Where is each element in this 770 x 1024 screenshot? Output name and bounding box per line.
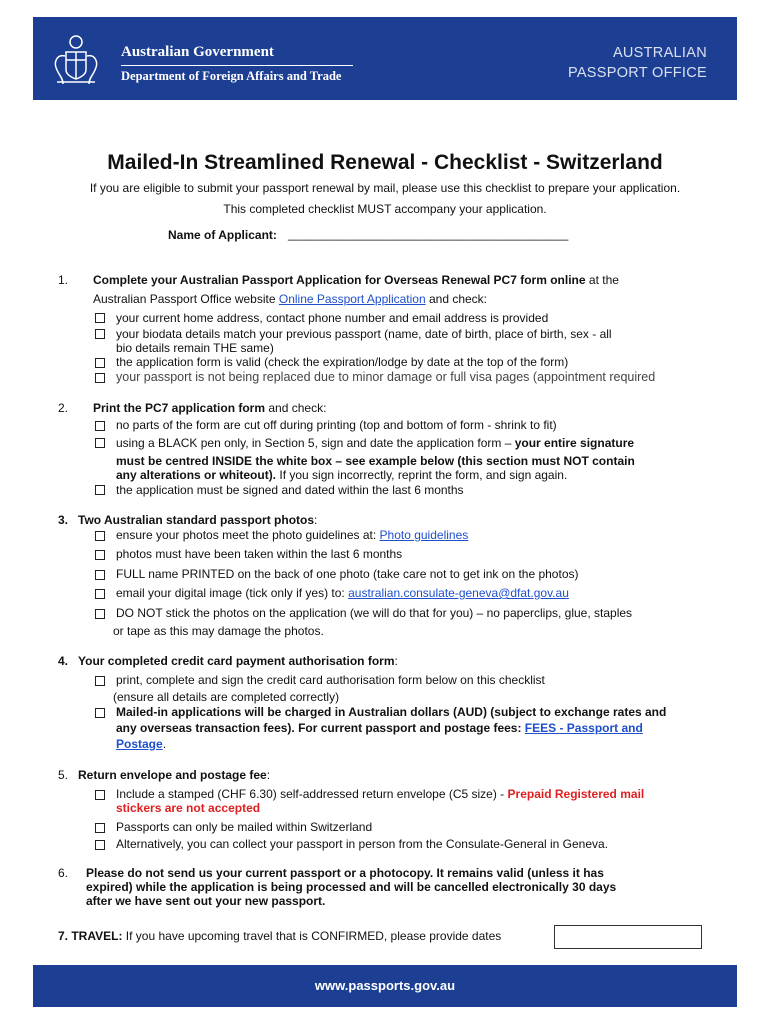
section-3-heading: Two Australian standard passport photos: bbox=[78, 513, 318, 527]
checklist-item: DO NOT stick the photos on the application (we will do that for you) – no paperclips, glue, staples bbox=[116, 606, 633, 620]
section-6-text: Please do not send us your current passport or a photocopy. It remains valid (unless it has bbox=[86, 866, 604, 880]
checklist-item: photos must have been taken within the last 6 months bbox=[116, 547, 403, 561]
checklist-item-continued: stickers are not accepted bbox=[116, 801, 261, 815]
section-number: 3. bbox=[58, 513, 69, 527]
section-2-heading: Print the PC7 application form and check: bbox=[93, 401, 327, 415]
office-title-line1: AUSTRALIAN bbox=[612, 45, 707, 61]
section-number: 1. bbox=[58, 273, 69, 287]
consulate-email-link[interactable]: australian.consulate-geneva@dfat.gov.au bbox=[348, 586, 569, 600]
checklist-item: your passport is not being replaced due to minor damage or full visa pages (appointment required bbox=[116, 370, 656, 384]
checkbox[interactable] bbox=[95, 790, 105, 800]
checklist-item: print, complete and sign the credit card authorisation form below on this checklist bbox=[116, 673, 545, 687]
section-5-heading: Return envelope and postage fee: bbox=[78, 768, 271, 782]
checklist-item-continued: (ensure all details are completed correctly) bbox=[113, 690, 340, 704]
checkbox[interactable] bbox=[95, 840, 105, 850]
checklist-item-continued: bio details remain THE same) bbox=[116, 341, 274, 355]
section-1-subheading: Australian Passport Office website Online Passport Application and check: bbox=[93, 292, 488, 306]
checkbox[interactable] bbox=[95, 358, 105, 368]
checkbox[interactable] bbox=[95, 823, 105, 833]
checkbox[interactable] bbox=[95, 570, 105, 580]
applicant-label: Name of Applicant: bbox=[168, 228, 277, 242]
checklist-item: the application form is valid (check the expiration/lodge by date at the top of the form) bbox=[116, 355, 569, 369]
checklist-item: ensure your photos meet the photo guidelines at: Photo guidelines bbox=[116, 528, 469, 542]
gov-divider bbox=[121, 65, 353, 66]
checkbox[interactable] bbox=[95, 329, 105, 339]
section-number: 5. bbox=[58, 768, 69, 782]
section-1-heading: Complete your Australian Passport Application for Overseas Renewal PC7 form online at the bbox=[93, 273, 619, 287]
checklist-item: your current home address, contact phone number and email address is provided bbox=[116, 311, 549, 325]
checkbox[interactable] bbox=[95, 438, 105, 448]
checklist-item: no parts of the form are cut off during printing (top and bottom of form - shrink to fit) bbox=[116, 418, 557, 432]
checklist-item: the application must be signed and dated within the last 6 months bbox=[116, 483, 464, 497]
checklist-item: using a BLACK pen only, in Section 5, sign and date the application form – your entire signature bbox=[116, 436, 635, 450]
checklist-item-continued: any overseas transaction fees). For current passport and postage fees: FEES - Passport and bbox=[116, 721, 643, 735]
checklist-item: Alternatively, you can collect your passport in person from the Consulate-General in Geneva. bbox=[116, 837, 609, 851]
fees-link[interactable]: FEES - Passport and bbox=[524, 721, 643, 735]
checklist-item: email your digital image (tick only if yes) to: australian.consulate-geneva@dfat.gov.au bbox=[116, 586, 569, 600]
checkbox[interactable] bbox=[95, 609, 105, 619]
department-name: Department of Foreign Affairs and Trade bbox=[121, 69, 342, 83]
section-number: 2. bbox=[58, 401, 69, 415]
checkbox[interactable] bbox=[95, 531, 105, 541]
online-application-link[interactable]: Online Passport Application bbox=[278, 292, 426, 306]
section-number: 4. bbox=[58, 654, 69, 668]
intro-text-1: If you are eligible to submit your passport renewal by mail, please use this checklist to prepare your application. bbox=[89, 181, 681, 195]
footer-banner bbox=[33, 965, 737, 1007]
section-6-text: after we have sent out your new passport. bbox=[86, 894, 326, 908]
checkbox[interactable] bbox=[95, 708, 105, 718]
checklist-item: Include a stamped (CHF 6.30) self-addressed return envelope (C5 size) - Prepaid Registered mail bbox=[116, 787, 645, 801]
checkbox[interactable] bbox=[95, 373, 105, 383]
checklist-item-continued: Postage. bbox=[116, 737, 167, 751]
section-6-text: expired) while the application is being processed and will be cancelled electronically 30 days bbox=[86, 880, 617, 894]
checklist-item: your biodata details match your previous passport (name, date of birth, place of birth, sex - all bbox=[116, 327, 612, 341]
travel-dates-input[interactable] bbox=[554, 925, 702, 949]
section-7-text: 7. TRAVEL: If you have upcoming travel that is CONFIRMED, please provide dates bbox=[58, 929, 502, 943]
page-title: Mailed-In Streamlined Renewal - Checklist - Switzerland bbox=[107, 151, 663, 174]
checklist-item-continued: any alterations or whiteout). If you sign incorrectly, reprint the form, and sign again. bbox=[116, 468, 568, 482]
section-4-heading: Your completed credit card payment authorisation form: bbox=[78, 654, 398, 668]
section-number: 6. bbox=[58, 866, 69, 880]
checkbox[interactable] bbox=[95, 676, 105, 686]
checkbox[interactable] bbox=[95, 421, 105, 431]
checklist-item: FULL name PRINTED on the back of one photo (take care not to get ink on the photos) bbox=[116, 567, 579, 581]
gov-title: Australian Government bbox=[121, 44, 274, 60]
checkbox[interactable] bbox=[95, 589, 105, 599]
intro-text-2: This completed checklist MUST accompany your application. bbox=[223, 202, 547, 216]
footer-website: www.passports.gov.au bbox=[314, 978, 456, 993]
checklist-item-continued: or tape as this may damage the photos. bbox=[113, 624, 324, 638]
checkbox[interactable] bbox=[95, 485, 105, 495]
header-banner bbox=[33, 17, 737, 100]
office-title-line2: PASSPORT OFFICE bbox=[567, 65, 707, 81]
checklist-item: Mailed-in applications will be charged in Australian dollars (AUD) (subject to exchange rates and bbox=[116, 705, 667, 719]
checklist-item-continued: must be centred INSIDE the white box – see example below (this section must NOT contain bbox=[116, 454, 635, 468]
checkbox[interactable] bbox=[95, 550, 105, 560]
photo-guidelines-link[interactable]: Photo guidelines bbox=[379, 528, 469, 542]
fees-link-continued[interactable]: Postage bbox=[116, 737, 163, 751]
checkbox[interactable] bbox=[95, 313, 105, 323]
coat-of-arms-icon bbox=[47, 30, 105, 88]
applicant-name-line[interactable]: __________________________________________ bbox=[288, 227, 569, 241]
checklist-item: Passports can only be mailed within Switzerland bbox=[116, 820, 373, 834]
